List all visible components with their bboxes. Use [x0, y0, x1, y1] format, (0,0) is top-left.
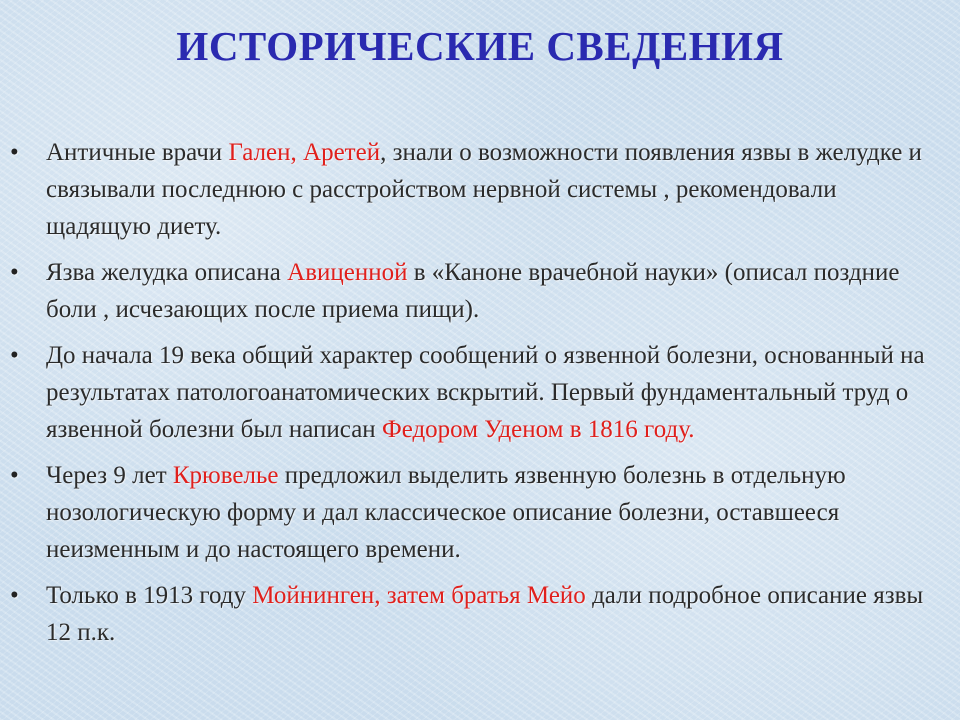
- bullet-text-segment: Язва желудка описана: [46, 259, 288, 286]
- bullet-text-segment: в «Каноне врачебной науки» (описал поздние боли , исчезающих после приема пищи).: [46, 259, 900, 323]
- bullet-item: [10, 254, 945, 328]
- highlighted-name: Федором Уденом в 1816 году.: [381, 416, 695, 443]
- bullet-text-segment: Через 9 лет: [46, 462, 173, 489]
- highlighted-name: Авиценной: [287, 259, 408, 286]
- bullet-item: [10, 337, 945, 448]
- bullet-dot-icon: •: [10, 582, 19, 609]
- bullet-item: [10, 457, 945, 568]
- bullet-dot-icon: •: [10, 462, 19, 489]
- highlighted-name: Гален, Аретей: [228, 139, 381, 166]
- bullet-text-segment: дали подробное описание язвы 12 п.к.: [46, 582, 924, 646]
- bullet-text-segment: предложил выделить язвенную болезнь в отдельную нозологическую форму и дал классическое описание болезни, оставшееся неизменным и до настоящего времени.: [46, 462, 846, 563]
- bullet-dot-icon: •: [10, 139, 19, 166]
- bullet-text-segment: До начала 19 века общий характер сообщений о язвенной болезни, основанный на результатах патологоанатомических вскрытий. Первый фундаментальный труд о язвенной болезни был написан: [46, 342, 925, 443]
- bullet-dot-icon: •: [10, 342, 19, 369]
- bullet-text-segment: Античные врачи: [46, 139, 229, 166]
- highlighted-name: Крювелье: [172, 462, 279, 489]
- highlighted-name: Мойнинген, затем братья Мейо: [252, 582, 586, 609]
- bullet-text-segment: , знали о возможности появления язвы в желудке и связывали последнюю с расстройством нервной системы , рекомендовали щадящую диету.: [46, 139, 922, 240]
- bullet-text-segment: Только в 1913 году: [46, 582, 253, 609]
- bullet-item: [10, 577, 945, 651]
- bullet-item: [10, 134, 945, 245]
- bullet-list: [10, 134, 945, 660]
- slide-title: ИСТОРИЧЕСКИЕ СВЕДЕНИЯ: [176, 23, 784, 69]
- bullet-dot-icon: •: [10, 259, 19, 286]
